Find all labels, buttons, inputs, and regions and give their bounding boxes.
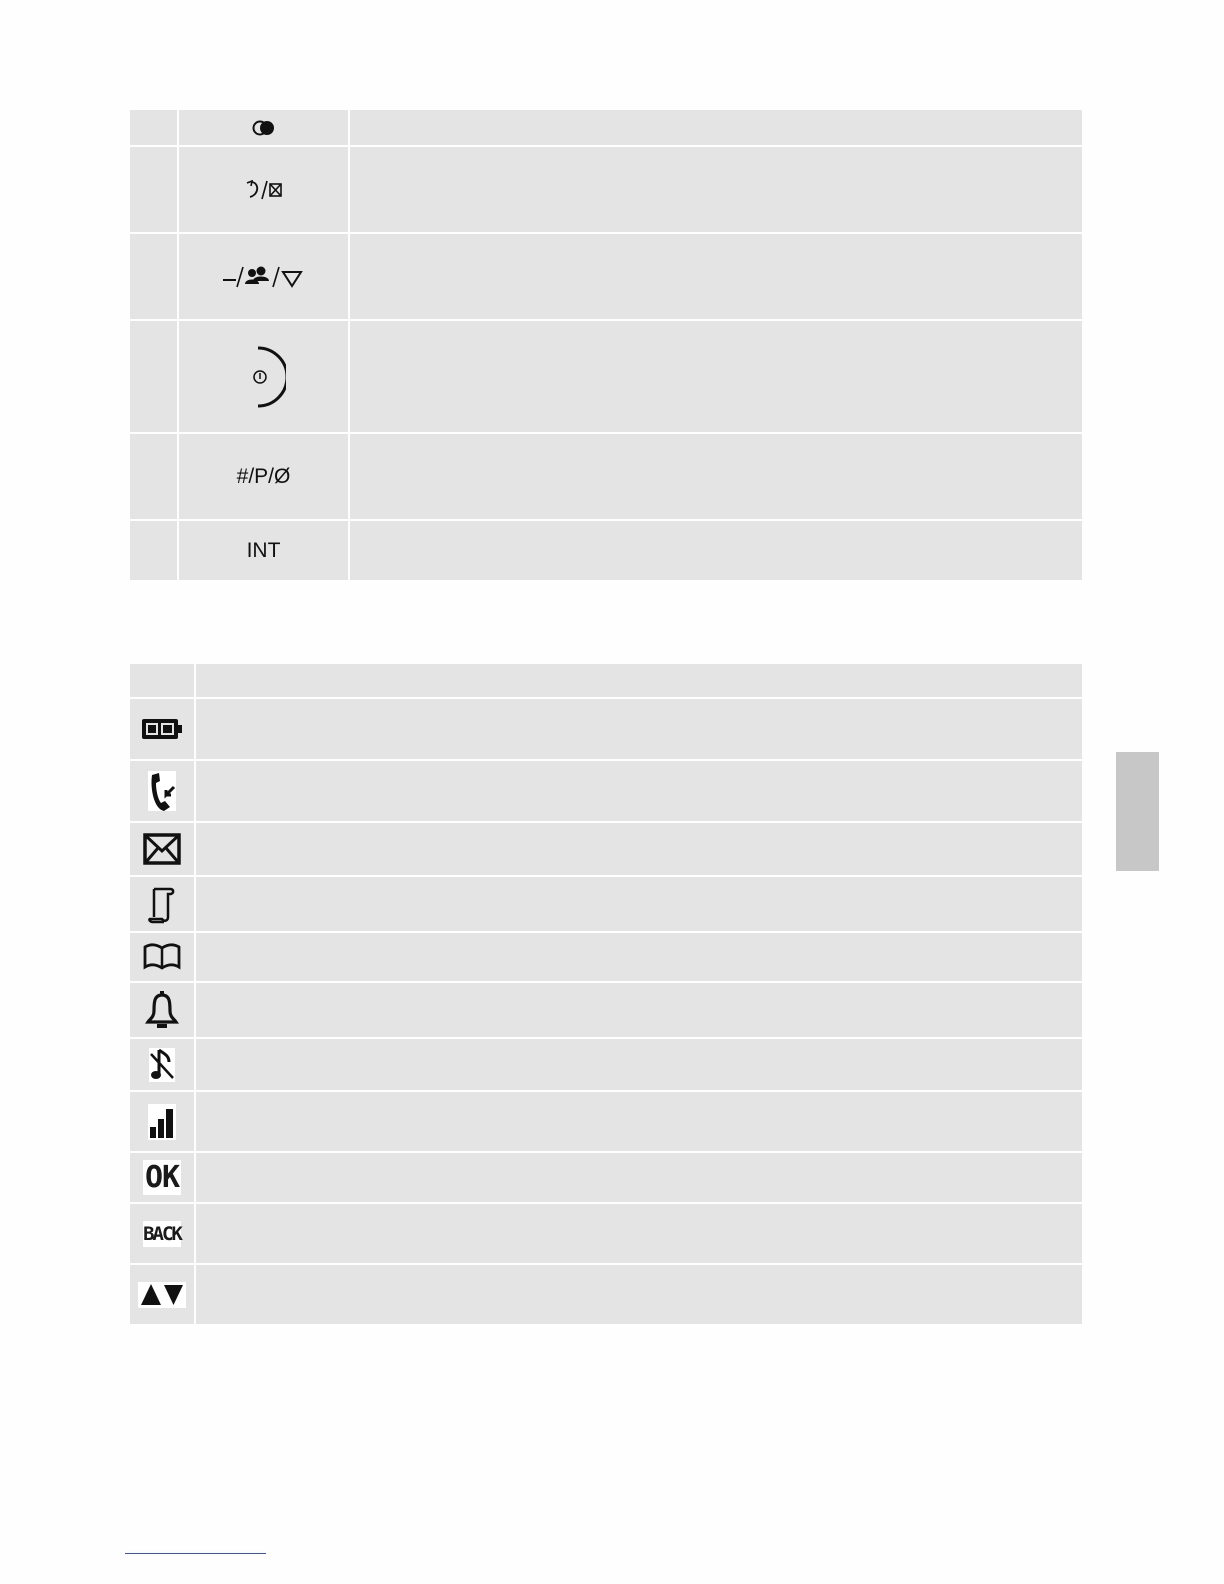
two-circles-icon xyxy=(251,119,277,137)
key-number-cell xyxy=(130,321,177,432)
key-symbol-cell xyxy=(179,234,348,319)
icon-cell xyxy=(130,761,194,821)
icon-cell xyxy=(130,1204,194,1263)
description-header-cell xyxy=(196,664,1082,697)
description-cell xyxy=(196,877,1082,931)
footer-link-underline xyxy=(125,1553,266,1554)
description-cell xyxy=(196,761,1082,821)
key-symbol-cell xyxy=(179,147,348,232)
icon-header-cell xyxy=(130,664,194,697)
description-cell xyxy=(196,983,1082,1037)
description-cell xyxy=(196,699,1082,759)
key-description-cell xyxy=(350,321,1082,432)
ok-icon: OK xyxy=(144,1160,180,1195)
ringer-off-icon xyxy=(147,1046,177,1084)
key-symbol-cell xyxy=(179,321,348,432)
icon-cell xyxy=(130,983,194,1037)
description-cell xyxy=(196,823,1082,875)
end-call-power-icon xyxy=(242,344,286,410)
incoming-call-icon xyxy=(146,769,178,813)
call-log-scroll-icon xyxy=(146,883,178,925)
phonebook-icon xyxy=(142,942,182,972)
icon-cell xyxy=(130,1153,194,1202)
hash-pause-silent-icon: #/P/Ø xyxy=(236,464,291,488)
display-icons-table xyxy=(130,664,1082,1324)
alarm-bell-icon xyxy=(144,989,180,1031)
description-cell xyxy=(196,1092,1082,1151)
key-description-cell xyxy=(350,521,1082,580)
description-cell xyxy=(196,1153,1082,1202)
key-symbol-cell xyxy=(179,521,348,580)
key-number-cell xyxy=(130,110,177,145)
description-cell xyxy=(196,1265,1082,1324)
key-number-cell xyxy=(130,521,177,580)
minus-contacts-down-icon xyxy=(221,264,307,290)
back-delete-icon xyxy=(243,178,285,202)
description-cell xyxy=(196,1039,1082,1090)
icon-cell xyxy=(130,1092,194,1151)
key-description-cell xyxy=(350,147,1082,232)
int-key-label: INT xyxy=(246,538,281,562)
keys-table xyxy=(130,110,1082,580)
up-down-arrows-icon xyxy=(137,1281,187,1309)
key-number-cell xyxy=(130,147,177,232)
key-description-cell xyxy=(350,234,1082,319)
key-description-cell xyxy=(350,434,1082,519)
description-cell xyxy=(196,933,1082,981)
description-cell xyxy=(196,1204,1082,1263)
icon-cell xyxy=(130,1265,194,1324)
side-section-tab xyxy=(1116,752,1159,871)
icon-cell xyxy=(130,1039,194,1090)
key-number-cell xyxy=(130,434,177,519)
signal-strength-icon xyxy=(146,1102,178,1142)
icon-cell xyxy=(130,699,194,759)
icon-cell xyxy=(130,823,194,875)
icon-cell xyxy=(130,877,194,931)
key-description-cell xyxy=(350,110,1082,145)
key-symbol-cell xyxy=(179,434,348,519)
back-icon: BACK xyxy=(143,1222,181,1245)
key-symbol-cell xyxy=(179,110,348,145)
message-envelope-icon xyxy=(143,833,181,865)
key-number-cell xyxy=(130,234,177,319)
battery-icon xyxy=(140,716,184,742)
icon-cell xyxy=(130,933,194,981)
